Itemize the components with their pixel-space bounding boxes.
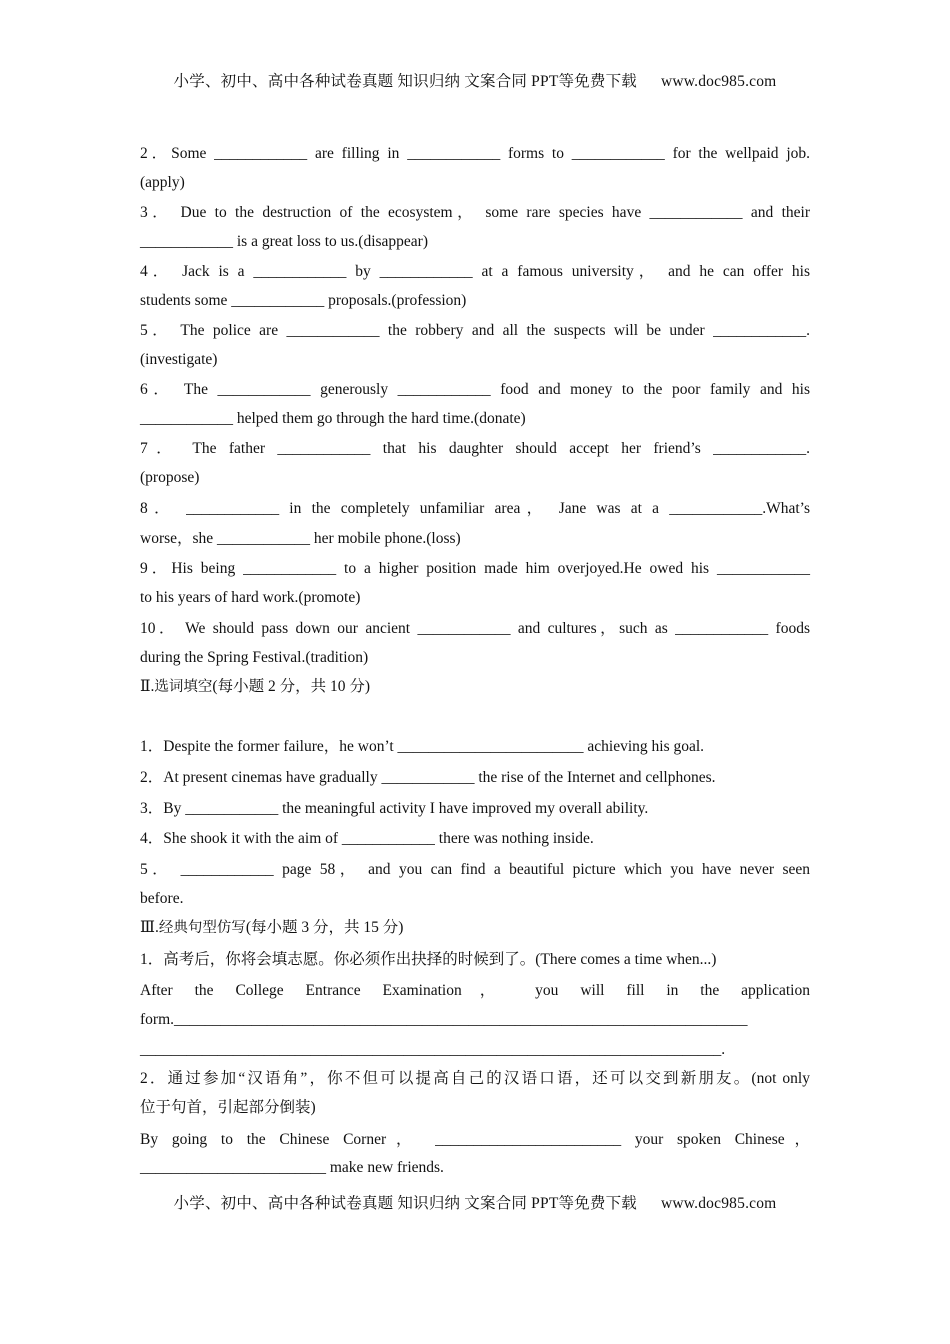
s1-line-17: 10． We should pass down our ancient ____________ and cultures，such as ____________ foods [140,620,810,637]
s1-line-10: ____________ helped them go through the hard time.(donate) [140,410,526,427]
s2-line-3: 3．By ____________ the meaningful activity I have improved my overall ability. [140,800,649,817]
section-2-title [140,677,810,697]
footer-text: 小学、初中、高中各种试卷真题 知识归纳 文案合同 PPT等免费下载 [173,1195,637,1212]
section-2-heading: 选词填空 [154,679,213,695]
s3-line-1: 1．高考后，你将会填志愿。你必须作出抉择的时候到了。(There comes a time when...) [140,951,717,968]
s1-line-14: worse，she ____________ her mobile phone.(loss) [140,530,461,547]
page-footer [0,1191,950,1213]
s3-line-8: ________________________ make new friends. [140,1159,444,1176]
s1-line-9: 6． The ____________ generously ____________ food and money to the poor family and his [140,381,810,398]
s3-line-7: By going to the Chinese Corner， ________________________ your spoken Chinese， [140,1131,810,1148]
s3-line-3: form.__________________________________________________________________________ [140,1011,748,1028]
s1-line-16: to his years of hard work.(promote) [140,589,361,606]
s2-line-4: 4．She shook it with the aim of ____________ there was nothing inside. [140,830,594,847]
section-3-note: (每小题 3 分，共 15 分) [245,919,404,936]
section-2-note: (每小题 2 分，共 10 分) [212,678,370,695]
section-2-roman: Ⅱ. [140,678,155,695]
footer-url: www.doc985.com [660,1195,777,1212]
section-3-roman: Ⅲ. [140,919,159,936]
section-3-heading: 经典句型仿写 [158,920,246,936]
s1-line-7: 5． The police are ____________ the robbery and all the suspects will be under ____________. [140,322,810,339]
s3-line-2: After the College Entrance Examination， you will fill in the application [140,982,810,999]
section-3-title [140,918,810,938]
s1-line-2: (apply) [140,174,185,191]
s1-line-1: 2．Some ____________ are filling in ____________ forms to ____________ for the wellpaid job. [140,145,810,162]
s1-line-6: students some ____________ proposals.(profession) [140,292,467,309]
s3-line-5: 2．通过参加“汉语角”，你不但可以提高自己的汉语口语，还可以交到新朋友。(not only [140,1070,810,1087]
s1-line-15: 9．His being ____________ to a higher position made him overjoyed.He owed his ____________ [140,560,810,577]
page-header [0,69,950,91]
s1-line-18: during the Spring Festival.(tradition) [140,649,369,666]
s2-line-6: before. [140,890,184,907]
s3-line-4: ___________________________________________________________________________. [140,1041,726,1058]
s1-line-13: 8． ____________ in the completely unfamiliar area， Jane was at a ____________.What’s [140,500,810,517]
s1-line-11: 7． The father ____________ that his daughter should accept her friend’s ____________. [140,440,810,457]
header-text: 小学、初中、高中各种试卷真题 知识归纳 文案合同 PPT等免费下载 [173,73,637,90]
s2-line-5: 5． ____________ page 58， and you can find a beautiful picture which you have never seen [140,861,810,878]
s2-line-2: 2．At present cinemas have gradually ____________ the rise of the Internet and cellphones. [140,769,716,786]
s1-line-12: (propose) [140,469,200,486]
s1-line-8: (investigate) [140,351,218,368]
s1-line-5: 4． Jack is a ____________ by ____________ at a famous university， and he can offer his [140,263,810,280]
s1-line-3: 3． Due to the destruction of the ecosystem， some rare species have ____________ and their [140,204,810,221]
header-url: www.doc985.com [660,73,777,90]
s1-line-4: ____________ is a great loss to us.(disappear) [140,233,428,250]
s3-line-6: 位于句首，引起部分倒装) [140,1099,316,1116]
s2-line-1: 1．Despite the former failure，he won’t ________________________ achieving his goal. [140,738,705,755]
